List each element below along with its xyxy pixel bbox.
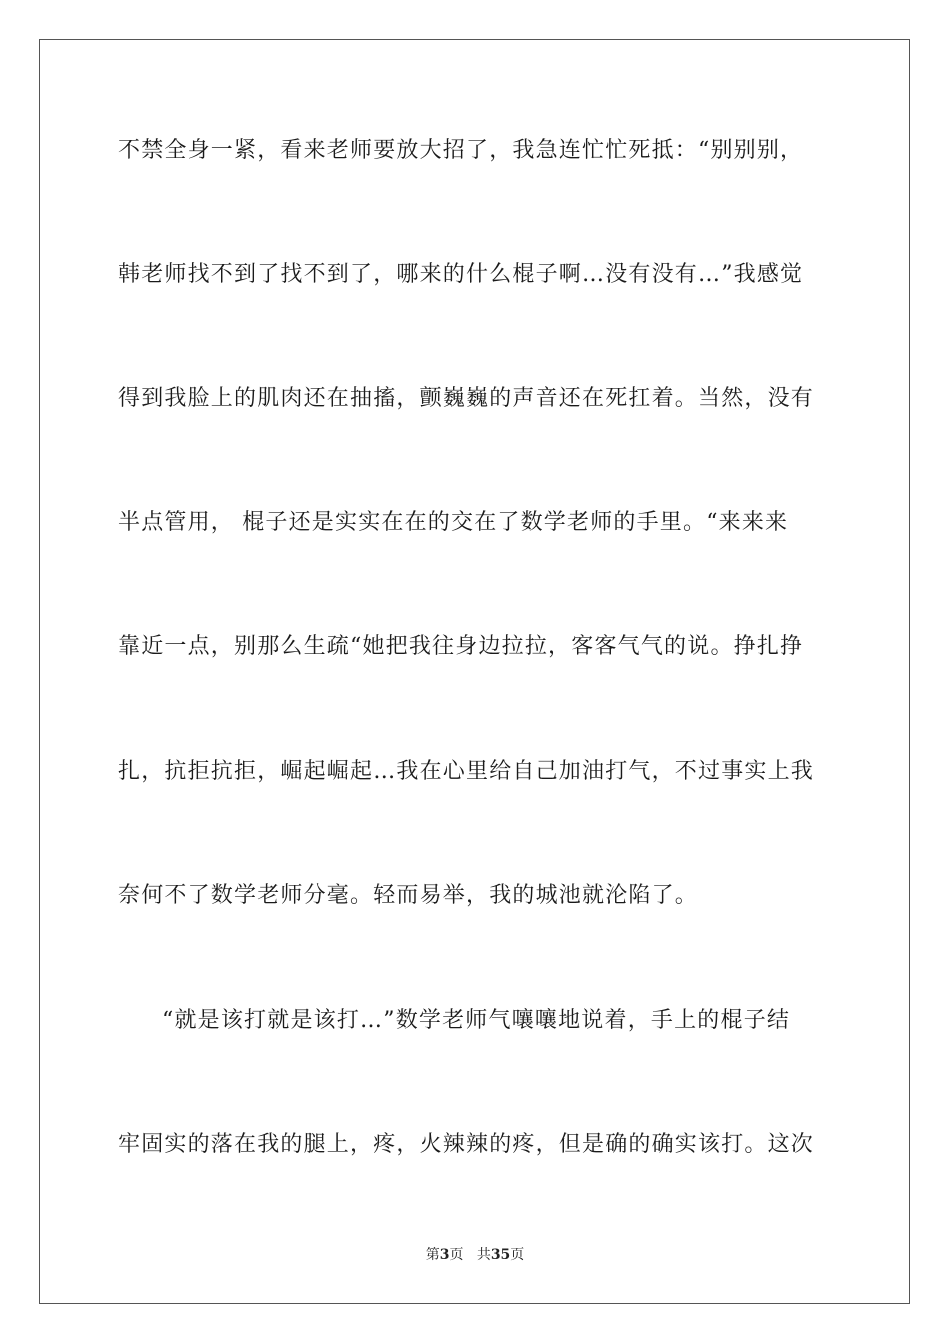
current-page-number: 3 xyxy=(439,1247,450,1263)
paragraph-line-9: 牢固实的落在我的腿上，疼，火辣辣的疼，但是确的确实该打。这次 xyxy=(118,1132,815,1157)
total-pages-number: 35 xyxy=(490,1247,511,1263)
page-footer xyxy=(0,1246,950,1264)
paragraph-line-8: “就是该打就是该打…”数学老师气嚷嚷地说着，手上的棍子结 xyxy=(162,1008,791,1033)
paragraph-line-5: 靠近一点，别那么生疏“她把我往身边拉拉，客客气气的说。挣扎挣 xyxy=(118,634,804,659)
total-suffix: 页 xyxy=(510,1247,525,1263)
paragraph-line-2: 韩老师找不到了找不到了，哪来的什么棍子啊…没有没有…”我感觉 xyxy=(118,262,804,287)
footer-separator xyxy=(463,1247,476,1263)
page-prefix: 第 xyxy=(425,1247,440,1263)
paragraph-line-1: 不禁全身一紧，看来老师要放大招了，我急连忙忙死抵：“别别别， xyxy=(118,138,804,163)
paragraph-line-4: 半点管用， 棍子还是实实在在的交在了数学老师的手里。“来来来 xyxy=(118,510,789,535)
page-suffix: 页 xyxy=(449,1247,464,1263)
total-prefix: 共 xyxy=(476,1247,491,1263)
page-border xyxy=(39,39,910,1304)
paragraph-line-3: 得到我脸上的肌肉还在抽搐，颤巍巍的声音还在死扛着。当然，没有 xyxy=(118,386,815,411)
paragraph-line-7: 奈何不了数学老师分毫。轻而易举，我的城池就沦陷了。 xyxy=(118,883,699,908)
paragraph-line-6: 扎，抗拒抗拒，崛起崛起…我在心里给自己加油打气，不过事实上我 xyxy=(118,759,815,784)
